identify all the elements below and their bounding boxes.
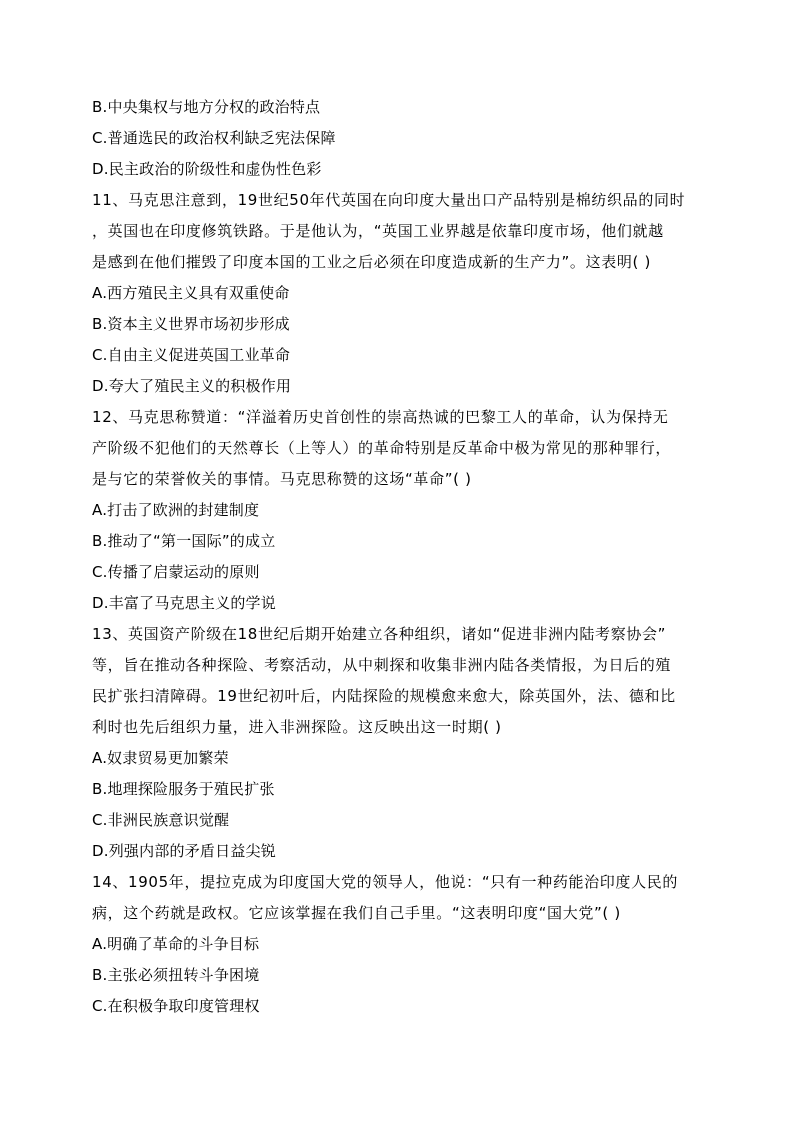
option-a-q11: A.西方殖民主义具有双重使命	[92, 284, 290, 302]
question-13-text-line-1: 13、英国资产阶级在18世纪后期开始建立各种组织，诸如“促进非洲内陆考察协会”	[92, 625, 667, 643]
question-11-text-line-3: 是感到在他们摧毁了印度本国的工业之后必须在印度造成新的生产力”。这表明( )	[92, 253, 651, 271]
option-c-q10: C.普通选民的政治权利缺乏宪法保障	[92, 129, 336, 147]
option-c-q13: C.非洲民族意识觉醒	[92, 811, 230, 829]
option-c-q11: C.自由主义促进英国工业革命	[92, 346, 291, 364]
option-d-q12: D.丰富了马克思主义的学说	[92, 594, 276, 612]
question-13-text-line-3: 民扩张扫清障碍。19世纪初叶后，内陆探险的规模愈来愈大，除英国外，法、德和比	[92, 687, 676, 705]
exam-page	[92, 92, 710, 1022]
option-a-q12: A.打击了欧洲的封建制度	[92, 501, 260, 519]
question-13-text-line-2: 等，旨在推动各种探险、考察活动，从中刺探和收集非洲内陆各类情报，为日后的殖	[92, 656, 672, 674]
option-b-q10: B.中央集权与地方分权的政治特点	[92, 98, 321, 116]
question-14-text-line-1: 14、1905年，提拉克成为印度国大党的领导人，他说：“只有一种药能治印度人民的	[92, 873, 679, 891]
option-c-q12: C.传播了启蒙运动的原则	[92, 563, 260, 581]
option-d-q11: D.夸大了殖民主义的积极作用	[92, 377, 292, 395]
question-13-text-line-4: 利时也先后组织力量，进入非洲探险。这反映出这一时期( )	[92, 718, 502, 736]
question-12-text-line-2: 产阶级不犯他们的天然尊长（上等人）的革命特别是反革命中极为常见的那种罪行，	[92, 439, 672, 457]
option-b-q14: B.主张必须扭转斗争困境	[92, 966, 260, 984]
question-12-text-line-3: 是与它的荣誉攸关的事情。马克思称赞的这场“革命”( )	[92, 470, 472, 488]
option-b-q12: B.推动了“第一国际”的成立	[92, 532, 276, 550]
option-a-q14: A.明确了革命的斗争目标	[92, 935, 260, 953]
question-11-text-line-2: ，英国也在印度修筑铁路。于是他认为，“英国工业界越是依靠印度市场，他们就越	[92, 222, 664, 240]
question-11-text-line-1: 11、马克思注意到，19世纪50年代英国在向印度大量出口产品特别是棉纺织品的同时	[92, 191, 686, 209]
option-b-q13: B.地理探险服务于殖民扩张	[92, 780, 275, 798]
option-d-q13: D.列强内部的矛盾日益尖锐	[92, 842, 276, 860]
question-14-text-line-2: 病，这个药就是政权。它应该掌握在我们自己手里。“这表明印度“国大党”( )	[92, 904, 621, 922]
option-d-q10: D.民主政治的阶级性和虚伪性色彩	[92, 160, 322, 178]
option-b-q11: B.资本主义世界市场初步形成	[92, 315, 290, 333]
option-a-q13: A.奴隶贸易更加繁荣	[92, 749, 229, 767]
question-12-text-line-1: 12、马克思称赞道：“洋溢着历史首创性的崇高热诚的巴黎工人的革命，认为保持无	[92, 408, 669, 426]
option-c-q14: C.在积极争取印度管理权	[92, 997, 260, 1015]
